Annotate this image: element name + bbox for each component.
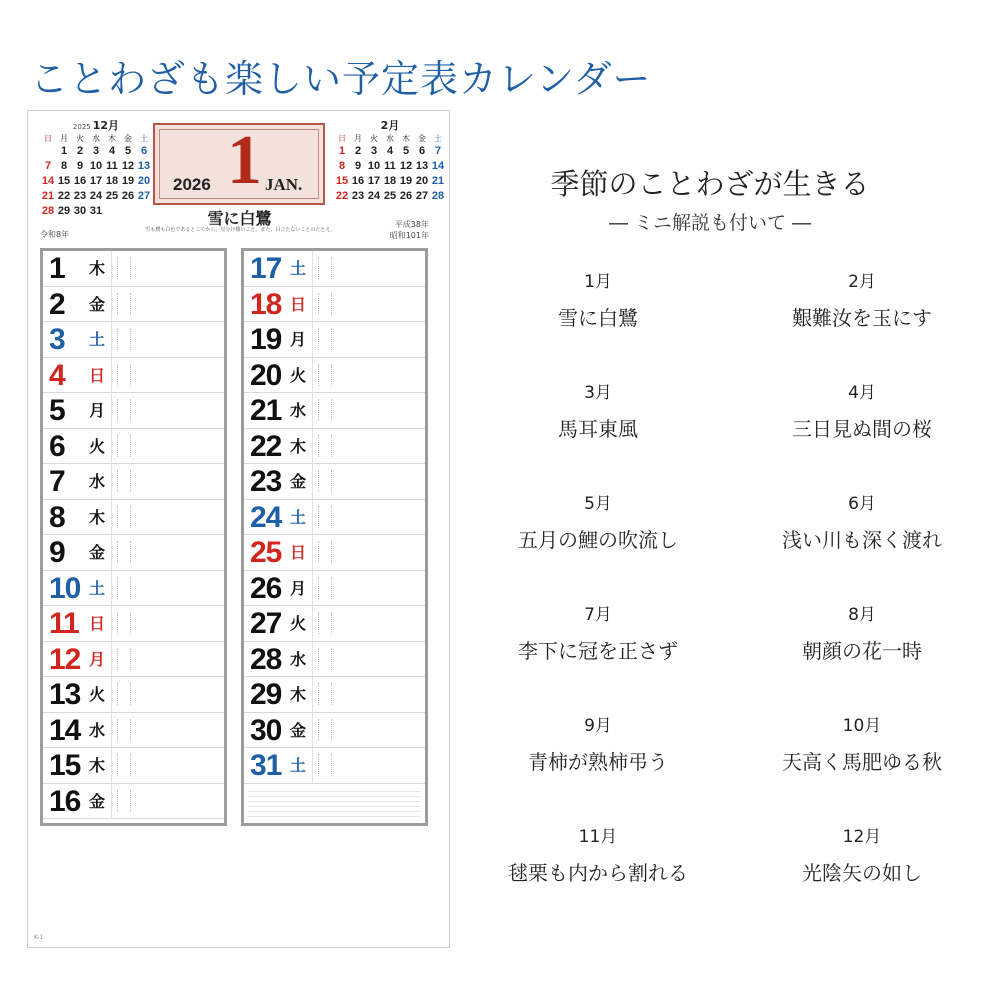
day-note-lines (318, 541, 332, 563)
day-weekday: 日 (290, 294, 307, 314)
prev-day-cell: 25 (105, 190, 119, 202)
day-weekday: 月 (89, 401, 106, 420)
day-number: 4 (49, 358, 65, 392)
proverb-item (498, 825, 698, 887)
mini-calendar-prev (40, 119, 152, 219)
day-row (43, 677, 224, 713)
proverb-text: 艱難汝を玉にす (792, 306, 932, 330)
day-column-first (40, 248, 227, 826)
row-separator (312, 535, 313, 570)
proverb-month: 4月 (848, 383, 876, 403)
row-separator (312, 429, 313, 464)
next-day-cell: 9 (354, 160, 362, 172)
day-note-lines (117, 790, 131, 812)
day-weekday: 土 (290, 507, 307, 527)
day-number: 3 (49, 323, 65, 356)
prev-day-cell: 14 (41, 175, 55, 187)
day-weekday: 火 (290, 365, 307, 385)
day-row (244, 500, 425, 536)
mini-calendar-next-title: 2月 (380, 119, 400, 132)
panel-title: 季節のことわざが生きる (550, 167, 870, 201)
prev-day-cell: 16 (73, 175, 87, 187)
proverb-item (762, 381, 962, 443)
page-number: K-1 (34, 934, 44, 941)
proverb-text: 馬耳東風 (558, 417, 638, 441)
proverb-month: 8月 (848, 605, 876, 625)
month-header (153, 123, 325, 205)
next-weekday-header: 火 (370, 134, 378, 143)
prev-day-cell: 6 (140, 145, 148, 157)
next-weekday-header: 金 (418, 134, 426, 143)
next-weekday-header: 土 (434, 134, 442, 143)
row-separator (312, 322, 313, 357)
day-row (43, 500, 224, 536)
prev-day-cell: 27 (137, 190, 151, 202)
day-weekday: 水 (290, 401, 307, 420)
era-label-showa: 昭和101年 (389, 231, 429, 240)
day-note-lines (318, 364, 332, 386)
next-day-cell: 20 (415, 175, 429, 187)
prev-day-cell: 9 (76, 160, 84, 172)
proverb-month: 5月 (584, 494, 612, 514)
day-note-lines (117, 364, 131, 386)
day-weekday: 土 (89, 330, 106, 349)
day-note-lines (318, 435, 332, 457)
next-weekday-header: 月 (354, 134, 362, 143)
day-number: 1 (49, 252, 65, 285)
day-note-lines (318, 470, 332, 492)
day-column-second (241, 248, 428, 826)
day-row (244, 606, 425, 642)
era-label-reiwa: 令和8年 (40, 230, 70, 239)
day-number: 2 (49, 287, 65, 321)
day-number: 19 (250, 323, 282, 356)
day-weekday: 木 (89, 756, 106, 775)
day-weekday: 日 (89, 614, 106, 633)
prev-day-cell: 24 (89, 190, 103, 202)
day-note-lines (318, 506, 332, 528)
row-separator (111, 535, 112, 570)
proverb-month: 11月 (578, 827, 618, 847)
day-number: 20 (250, 358, 282, 392)
day-weekday: 木 (89, 259, 106, 278)
prev-day-cell: 13 (137, 160, 151, 172)
day-note-lines (117, 577, 131, 599)
day-row (43, 748, 224, 784)
day-number: 22 (250, 429, 282, 463)
calendar-sheet (27, 110, 450, 948)
next-day-cell: 13 (415, 160, 429, 172)
prev-weekday-header: 月 (60, 134, 68, 143)
day-note-lines (318, 754, 332, 776)
day-number: 31 (250, 749, 282, 782)
prev-day-cell: 7 (44, 160, 52, 172)
day-number: 30 (250, 713, 282, 747)
proverb-text: 青柿が熟柿弔う (528, 750, 668, 774)
day-weekday: 土 (290, 756, 307, 775)
row-separator (312, 606, 313, 641)
day-weekday: 金 (290, 472, 307, 491)
proverb-item (498, 603, 698, 665)
row-separator (111, 677, 112, 712)
prev-day-cell: 4 (108, 145, 116, 157)
row-separator (312, 464, 313, 499)
era-label-heisei: 平成38年 (394, 220, 429, 229)
proverb-text: 五月の鯉の吹流し (518, 528, 678, 552)
row-separator (111, 500, 112, 535)
day-row (43, 642, 224, 678)
day-row (244, 464, 425, 500)
day-number: 11 (49, 607, 79, 640)
day-row (43, 535, 224, 571)
day-weekday: 土 (290, 259, 307, 278)
prev-day-cell: 8 (60, 160, 68, 172)
prev-day-cell: 31 (89, 205, 103, 217)
day-number: 14 (49, 713, 81, 747)
day-number: 27 (250, 607, 282, 640)
row-separator (111, 748, 112, 783)
day-weekday: 水 (89, 472, 106, 491)
row-separator (111, 287, 112, 322)
day-weekday: 金 (89, 791, 106, 811)
proverb-text: 浅い川も深く渡れ (782, 528, 942, 552)
prev-day-cell: 30 (73, 205, 87, 217)
day-note-lines (318, 328, 332, 350)
prev-weekday-header: 日 (44, 134, 52, 143)
prev-day-cell: 11 (106, 160, 118, 172)
day-number: 13 (49, 678, 81, 711)
day-note-lines (117, 541, 131, 563)
next-day-cell: 26 (399, 190, 413, 202)
row-separator (312, 358, 313, 393)
row-separator (111, 606, 112, 641)
proverb-item (762, 492, 962, 554)
proverb-month: 7月 (584, 605, 612, 625)
day-row (43, 606, 224, 642)
prev-day-cell: 1 (60, 145, 68, 157)
row-separator (111, 642, 112, 677)
day-number: 10 (49, 571, 81, 605)
day-note-lines (117, 648, 131, 670)
day-row (43, 358, 224, 394)
proverb-month: 9月 (584, 716, 612, 736)
day-note-lines (318, 257, 332, 279)
proverb-text: 朝顔の花一時 (802, 639, 922, 663)
next-day-cell: 14 (431, 160, 445, 172)
row-separator (312, 287, 313, 322)
day-row (244, 713, 425, 749)
row-separator (312, 677, 313, 712)
next-day-cell: 28 (431, 190, 445, 202)
prev-weekday-header: 土 (140, 134, 148, 143)
prev-weekday-header: 水 (92, 134, 100, 143)
day-row (244, 677, 425, 713)
next-day-cell: 5 (402, 145, 410, 157)
next-day-cell: 2 (354, 145, 362, 157)
row-separator (312, 251, 313, 286)
day-weekday: 火 (89, 685, 106, 704)
mini-calendar-prev-month: 12月 (92, 119, 120, 132)
month-header-name: JAN. (265, 175, 303, 194)
prev-day-cell: 22 (57, 190, 71, 202)
next-day-cell: 18 (383, 175, 397, 187)
row-separator (111, 393, 112, 428)
proverb-item (498, 492, 698, 554)
prev-weekday-header: 火 (76, 134, 84, 143)
day-weekday: 金 (89, 294, 106, 314)
day-weekday: 日 (290, 543, 307, 562)
prev-day-cell: 2 (76, 145, 84, 157)
day-weekday: 日 (89, 365, 106, 385)
day-number: 6 (49, 429, 65, 463)
prev-day-cell: 18 (105, 175, 119, 187)
prev-day-cell: 5 (124, 145, 132, 157)
proverb-month: 6月 (848, 494, 876, 514)
prev-day-cell: 26 (121, 190, 135, 202)
day-number: 15 (49, 749, 81, 782)
day-note-lines (318, 577, 332, 599)
day-row (244, 287, 425, 323)
proverb-text: 雪に白鷺 (558, 306, 638, 330)
day-weekday: 木 (290, 436, 307, 456)
next-day-cell: 16 (351, 175, 365, 187)
proverb-item (762, 270, 962, 332)
day-row (244, 748, 425, 784)
day-row (244, 642, 425, 678)
prev-day-cell: 3 (92, 145, 100, 157)
headline: ことわざも楽しい予定表カレンダー (30, 57, 652, 101)
day-weekday: 金 (89, 543, 106, 562)
proverb-month: 10月 (842, 716, 882, 736)
next-day-cell: 3 (370, 145, 378, 157)
day-weekday: 水 (89, 720, 106, 740)
day-number: 28 (250, 642, 282, 676)
mini-calendar-prev-year: 2025 (72, 123, 91, 131)
proverb-text: 李下に冠を正さず (518, 639, 678, 663)
row-separator (312, 571, 313, 606)
day-row (43, 287, 224, 323)
day-note-lines (117, 470, 131, 492)
day-note-lines (117, 399, 131, 421)
prev-day-cell: 23 (73, 190, 87, 202)
month-proverb: 雪に白鷺 (207, 209, 272, 228)
row-separator (312, 713, 313, 748)
mini-calendar-next (334, 119, 446, 204)
day-row (43, 784, 224, 820)
row-separator (111, 713, 112, 748)
day-weekday: 木 (89, 507, 106, 527)
day-number: 5 (49, 394, 65, 427)
prev-weekday-header: 金 (124, 134, 132, 143)
proverb-month: 1月 (584, 272, 612, 292)
next-day-cell: 7 (434, 145, 442, 157)
prev-weekday-header: 木 (108, 134, 116, 143)
day-note-lines (318, 648, 332, 670)
row-separator (312, 642, 313, 677)
day-row (43, 251, 224, 287)
day-row (244, 429, 425, 465)
day-number: 16 (49, 784, 81, 818)
next-day-cell: 6 (418, 145, 426, 157)
day-weekday: 木 (290, 685, 307, 704)
day-note-lines (117, 293, 131, 315)
proverb-month: 3月 (584, 383, 612, 403)
day-number: 25 (250, 536, 282, 569)
day-number: 26 (250, 571, 282, 605)
next-day-cell: 17 (367, 175, 381, 187)
next-weekday-header: 日 (338, 134, 346, 143)
day-row (43, 322, 224, 358)
proverb-month: 2月 (848, 272, 876, 292)
proverb-item (762, 714, 962, 776)
proverb-item (498, 270, 698, 332)
row-separator (111, 571, 112, 606)
day-row (244, 393, 425, 429)
next-day-cell: 12 (399, 160, 413, 172)
next-day-cell: 11 (384, 160, 396, 172)
proverb-item (762, 603, 962, 665)
prev-day-cell: 21 (41, 190, 55, 202)
next-day-cell: 15 (335, 175, 349, 187)
row-separator (312, 500, 313, 535)
day-row (244, 535, 425, 571)
next-weekday-header: 水 (386, 134, 394, 143)
day-row (43, 464, 224, 500)
day-note-lines (117, 754, 131, 776)
row-separator (111, 322, 112, 357)
day-weekday: 月 (89, 649, 106, 669)
day-number: 21 (250, 394, 282, 427)
next-day-cell: 21 (431, 175, 445, 187)
day-number: 17 (250, 252, 282, 285)
day-weekday: 火 (290, 614, 307, 633)
prev-day-cell: 19 (121, 175, 135, 187)
day-row (43, 429, 224, 465)
next-day-cell: 4 (386, 145, 394, 157)
next-weekday-header: 木 (402, 134, 410, 143)
next-day-cell: 8 (338, 160, 346, 172)
prev-day-cell: 15 (57, 175, 71, 187)
proverb-item (762, 825, 962, 887)
day-note-lines (117, 328, 131, 350)
proverb-item (498, 381, 698, 443)
day-note-lines (318, 399, 332, 421)
day-row (43, 393, 224, 429)
day-note-lines (318, 719, 332, 741)
next-day-cell: 10 (367, 160, 381, 172)
prev-day-cell: 10 (89, 160, 103, 172)
day-number: 29 (250, 678, 282, 711)
prev-day-cell (40, 144, 56, 159)
day-weekday: 金 (290, 720, 307, 740)
day-number: 8 (49, 500, 65, 534)
proverb-text: 光陰矢の如し (802, 861, 922, 885)
proverb-item (498, 714, 698, 776)
panel-subtitle: ― ミニ解説も付いて ― (608, 212, 812, 234)
era-labels-right (390, 219, 429, 241)
next-day-cell: 24 (367, 190, 381, 202)
proverb-text: 天高く馬肥ゆる秋 (782, 750, 942, 774)
day-weekday: 火 (89, 436, 106, 456)
prev-day-cell: 12 (121, 160, 135, 172)
day-row (244, 358, 425, 394)
day-number: 9 (49, 536, 65, 569)
next-day-cell: 27 (415, 190, 429, 202)
prev-day-cell: 20 (137, 175, 151, 187)
day-row (43, 713, 224, 749)
day-note-lines (117, 435, 131, 457)
day-note-lines (117, 612, 131, 634)
day-row (43, 571, 224, 607)
day-number: 24 (250, 500, 282, 534)
prev-day-cell: 17 (89, 175, 103, 187)
day-number: 12 (49, 642, 81, 676)
proverb-text: 毬栗も内から割れる (508, 861, 688, 885)
day-row (244, 322, 425, 358)
day-note-lines (318, 612, 332, 634)
day-note-lines (117, 719, 131, 741)
month-header-number: 1 (227, 122, 262, 199)
day-note-lines (318, 683, 332, 705)
prev-day-cell: 29 (57, 205, 71, 217)
next-day-cell: 19 (399, 175, 413, 187)
mini-calendar-next-grid (334, 133, 446, 204)
next-day-cell: 22 (335, 190, 349, 202)
prev-day-cell: 28 (41, 205, 55, 217)
row-separator (312, 393, 313, 428)
row-separator (111, 251, 112, 286)
day-number: 18 (250, 287, 282, 321)
day-number: 7 (49, 465, 65, 498)
day-row (244, 571, 425, 607)
next-day-cell: 25 (383, 190, 397, 202)
next-day-cell: 1 (338, 145, 346, 157)
month-header-year: 2026 (173, 175, 211, 194)
day-number: 23 (250, 465, 282, 498)
day-weekday: 月 (290, 578, 307, 598)
day-note-lines (117, 506, 131, 528)
row-separator (111, 464, 112, 499)
day-weekday: 水 (290, 649, 307, 669)
notes-area (248, 787, 421, 819)
proverb-text: 三日見ぬ間の桜 (792, 417, 932, 441)
mini-calendar-prev-title (40, 119, 152, 133)
row-separator (312, 748, 313, 783)
row-separator (111, 784, 112, 819)
next-day-cell: 23 (351, 190, 365, 202)
day-note-lines (318, 293, 332, 315)
month-proverb-description: 雪も鷺も白色であるところから、見分け難いこと。また、目立たないことのたとえ。 (145, 227, 336, 233)
row-separator (111, 358, 112, 393)
day-row (244, 251, 425, 287)
row-separator (111, 429, 112, 464)
proverb-month: 12月 (842, 827, 882, 847)
day-weekday: 土 (89, 578, 106, 598)
day-weekday: 月 (290, 330, 307, 349)
day-note-lines (117, 683, 131, 705)
day-note-lines (117, 257, 131, 279)
